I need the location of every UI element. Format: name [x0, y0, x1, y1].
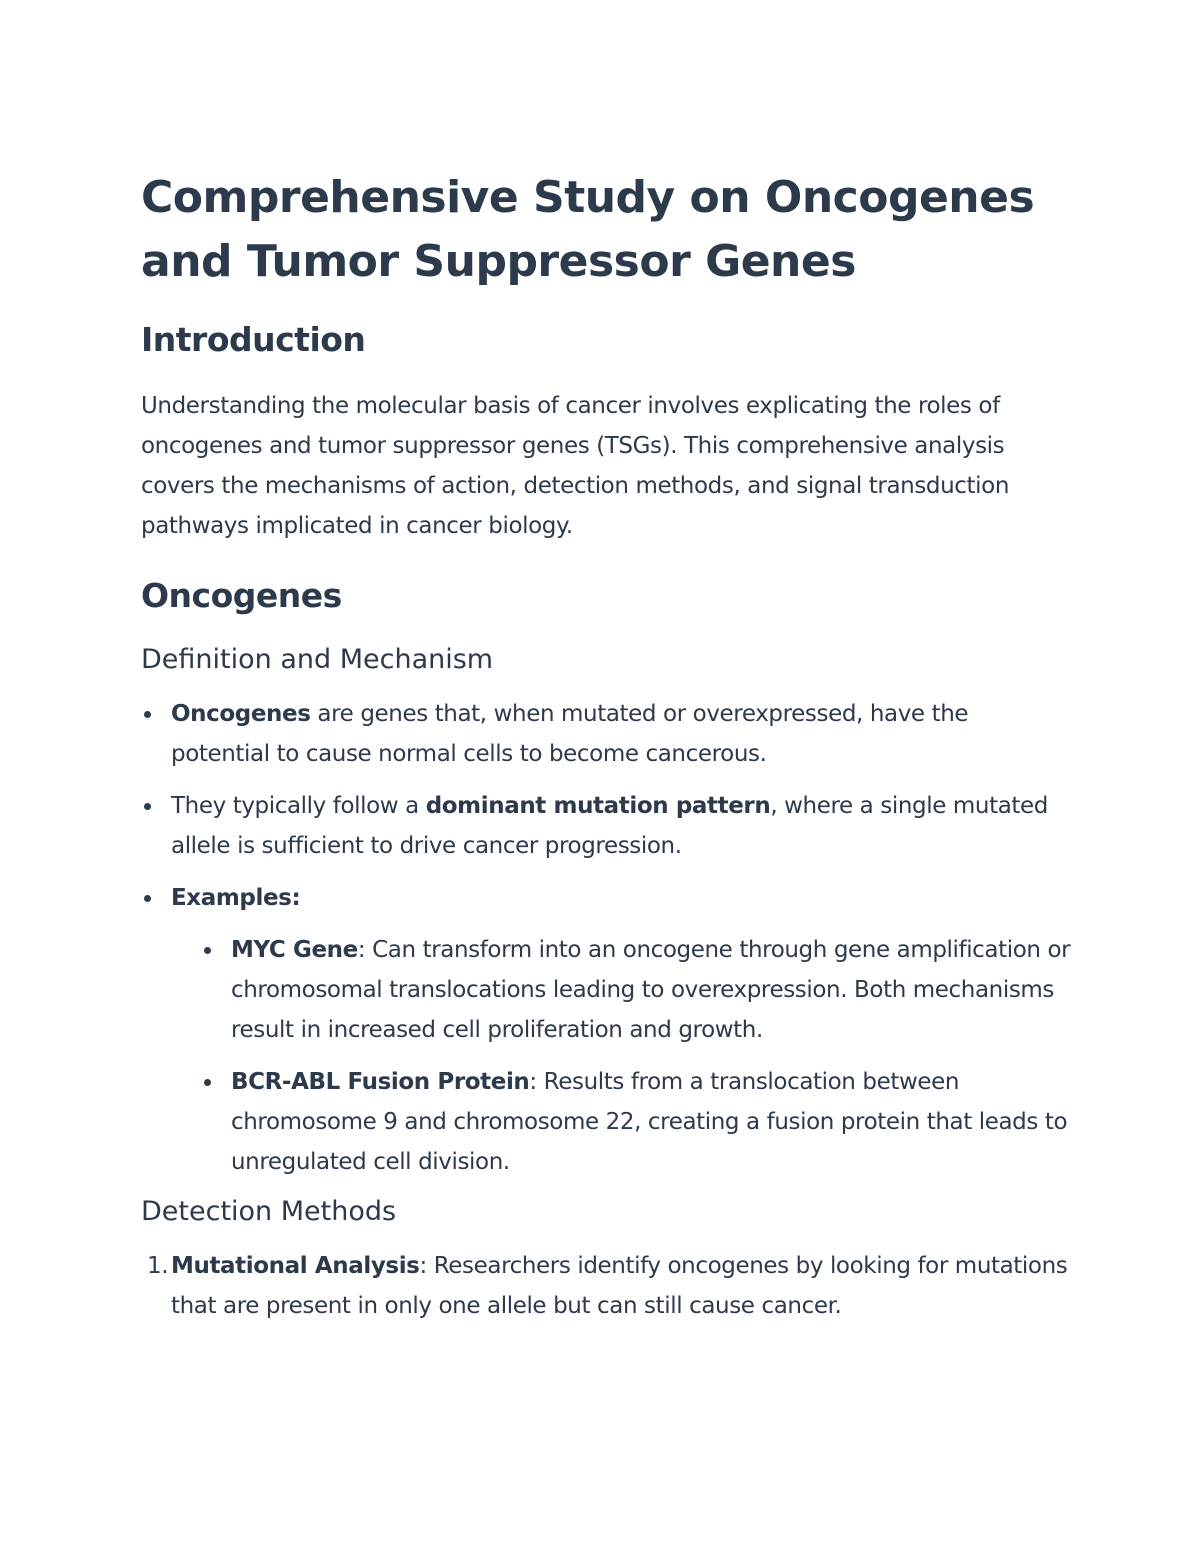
- introduction-paragraph: Understanding the molecular basis of cancer involves explicating the roles of oncogenes and tumor suppressor genes (TSGs). This comprehensive analysis covers the mechanisms of action, detection methods, and signal transduction pathways implicated in cancer biology.: [141, 393, 1009, 539]
- bullet-icon: [144, 711, 151, 718]
- list-item: [141, 1246, 1071, 1326]
- bold-term: dominant mutation pattern: [425, 793, 771, 819]
- bold-term: BCR-ABL Fusion Protein: [231, 1069, 530, 1095]
- subsection-heading-detection: Detection Methods: [141, 1196, 397, 1227]
- subsection-heading-definition: Definition and Mechanism: [141, 644, 494, 675]
- bold-term: Oncogenes: [171, 701, 311, 727]
- list-item: [201, 930, 1071, 1050]
- bullet-icon: [144, 895, 151, 902]
- list-item: [201, 1062, 1071, 1182]
- list-number: 1.: [147, 1253, 169, 1279]
- item-text-pre: They typically follow a: [171, 793, 426, 819]
- section-heading-introduction: Introduction: [141, 320, 366, 359]
- list-item: [141, 878, 1071, 1182]
- list-item: [141, 786, 1071, 866]
- item-text: : Researchers identify oncogenes by looking for mutations that are present in only one allele but can still cause cancer.: [171, 1253, 1068, 1319]
- detection-list: [141, 1246, 1071, 1326]
- bold-term: Mutational Analysis: [171, 1253, 420, 1279]
- bullet-icon: [204, 947, 211, 954]
- bold-term: MYC Gene: [231, 937, 358, 963]
- item-text: , where a single mutated allele is sufficient to drive cancer progression.: [171, 793, 1048, 859]
- section-heading-oncogenes: Oncogenes: [141, 576, 342, 615]
- document-page: [141, 166, 1071, 1338]
- definition-list: [141, 694, 1071, 1182]
- bold-term: Examples:: [171, 885, 301, 911]
- bullet-icon: [144, 803, 151, 810]
- item-text: : Results from a translocation between chromosome 9 and chromosome 22, creating a fusion protein that leads to unregulated cell division.: [231, 1069, 1068, 1175]
- item-text: : Can transform into an oncogene through gene amplification or chromosomal translocations leading to overexpression. Both mechanisms result in increased cell proliferation and growth.: [231, 937, 1071, 1043]
- item-text: are genes that, when mutated or overexpressed, have the potential to cause normal cells to become cancerous.: [171, 701, 969, 767]
- list-item: [141, 694, 1071, 774]
- bullet-icon: [204, 1079, 211, 1086]
- document-title: Comprehensive Study on Oncogenes and Tumor Suppressor Genes: [141, 172, 1035, 287]
- examples-list: [171, 930, 1071, 1182]
